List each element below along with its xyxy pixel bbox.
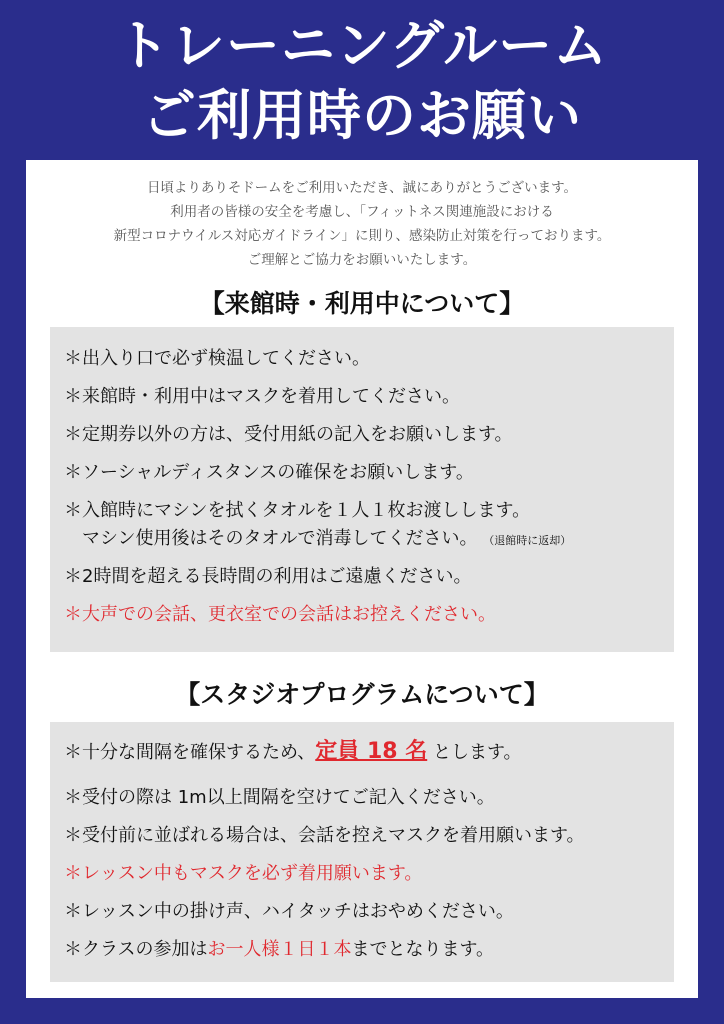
intro-line: ご理解とご協力をお願いいたします。 [247, 252, 477, 268]
rule-item: ＊ソーシャルディスタンスの確保をお願いします。 [64, 462, 474, 483]
rule-item: ＊2時間を超える長時間の利用はご遠慮ください。 [64, 566, 472, 587]
studio-rule-item: ＊受付の際は 1m以上間隔を空けてご記入ください。 [64, 787, 495, 808]
rule-item-note: （退館時に返却） [483, 534, 572, 547]
visit-rules-panel [50, 327, 674, 652]
studio-rule-item: ＊受付前に並ばれる場合は、会話を控えマスクを着用願います。 [64, 825, 585, 846]
studio-rule-item [64, 938, 494, 962]
studio-rule-item [64, 740, 522, 765]
studio-rule-text: とします。 [427, 742, 522, 763]
studio-rules-panel [50, 722, 674, 982]
rule-item-continued [82, 527, 571, 553]
studio-rule-text: ＊クラスの参加は [64, 939, 208, 960]
rule-item-warning: ＊大声での会話、更衣室での会話はお控えください。 [64, 604, 496, 625]
section-heading-studio: 【スタジオプログラムについて】 [175, 680, 549, 709]
capacity-emphasis: 定員 18 名 [315, 739, 428, 764]
intro-line: 新型コロナウイルス対応ガイドライン」に則り、感染防止対策を行っております。 [113, 228, 611, 244]
limit-emphasis: お一人様１日１本 [207, 939, 352, 960]
poster-title-line2: ご利用時のお願い [142, 84, 582, 147]
rule-item-text: マシン使用後はそのタオルで消毒してください。 [82, 528, 478, 549]
section-heading-visit: 【来館時・利用中について】 [199, 289, 525, 318]
rule-item: ＊定期券以外の方は、受付用紙の記入をお願いします。 [64, 424, 513, 445]
intro-line: 利用者の皆様の安全を考慮し、「フィットネス関連施設における [170, 204, 554, 220]
rule-item: ＊来館時・利用中はマスクを着用してください。 [64, 386, 460, 407]
intro-paragraph [26, 176, 698, 272]
studio-rule-item: ＊レッスン中の掛け声、ハイタッチはおやめください。 [64, 901, 514, 922]
rule-item: ＊入館時にマシンを拭くタオルを１人１枚お渡しします。 [64, 500, 531, 521]
poster-title-line1: トレーニングルーム [115, 14, 609, 77]
notice-card [26, 160, 698, 998]
rule-item: ＊出入り口で必ず検温してください。 [64, 348, 370, 369]
studio-rule-text: までとなります。 [351, 939, 495, 960]
studio-rule-text: ＊十分な間隔を確保するため、 [64, 742, 316, 763]
intro-line: 日頃よりありそドームをご利用いただき、誠にありがとうございます。 [146, 180, 578, 196]
studio-rule-warning: ＊レッスン中もマスクを必ず着用願います。 [64, 863, 423, 884]
